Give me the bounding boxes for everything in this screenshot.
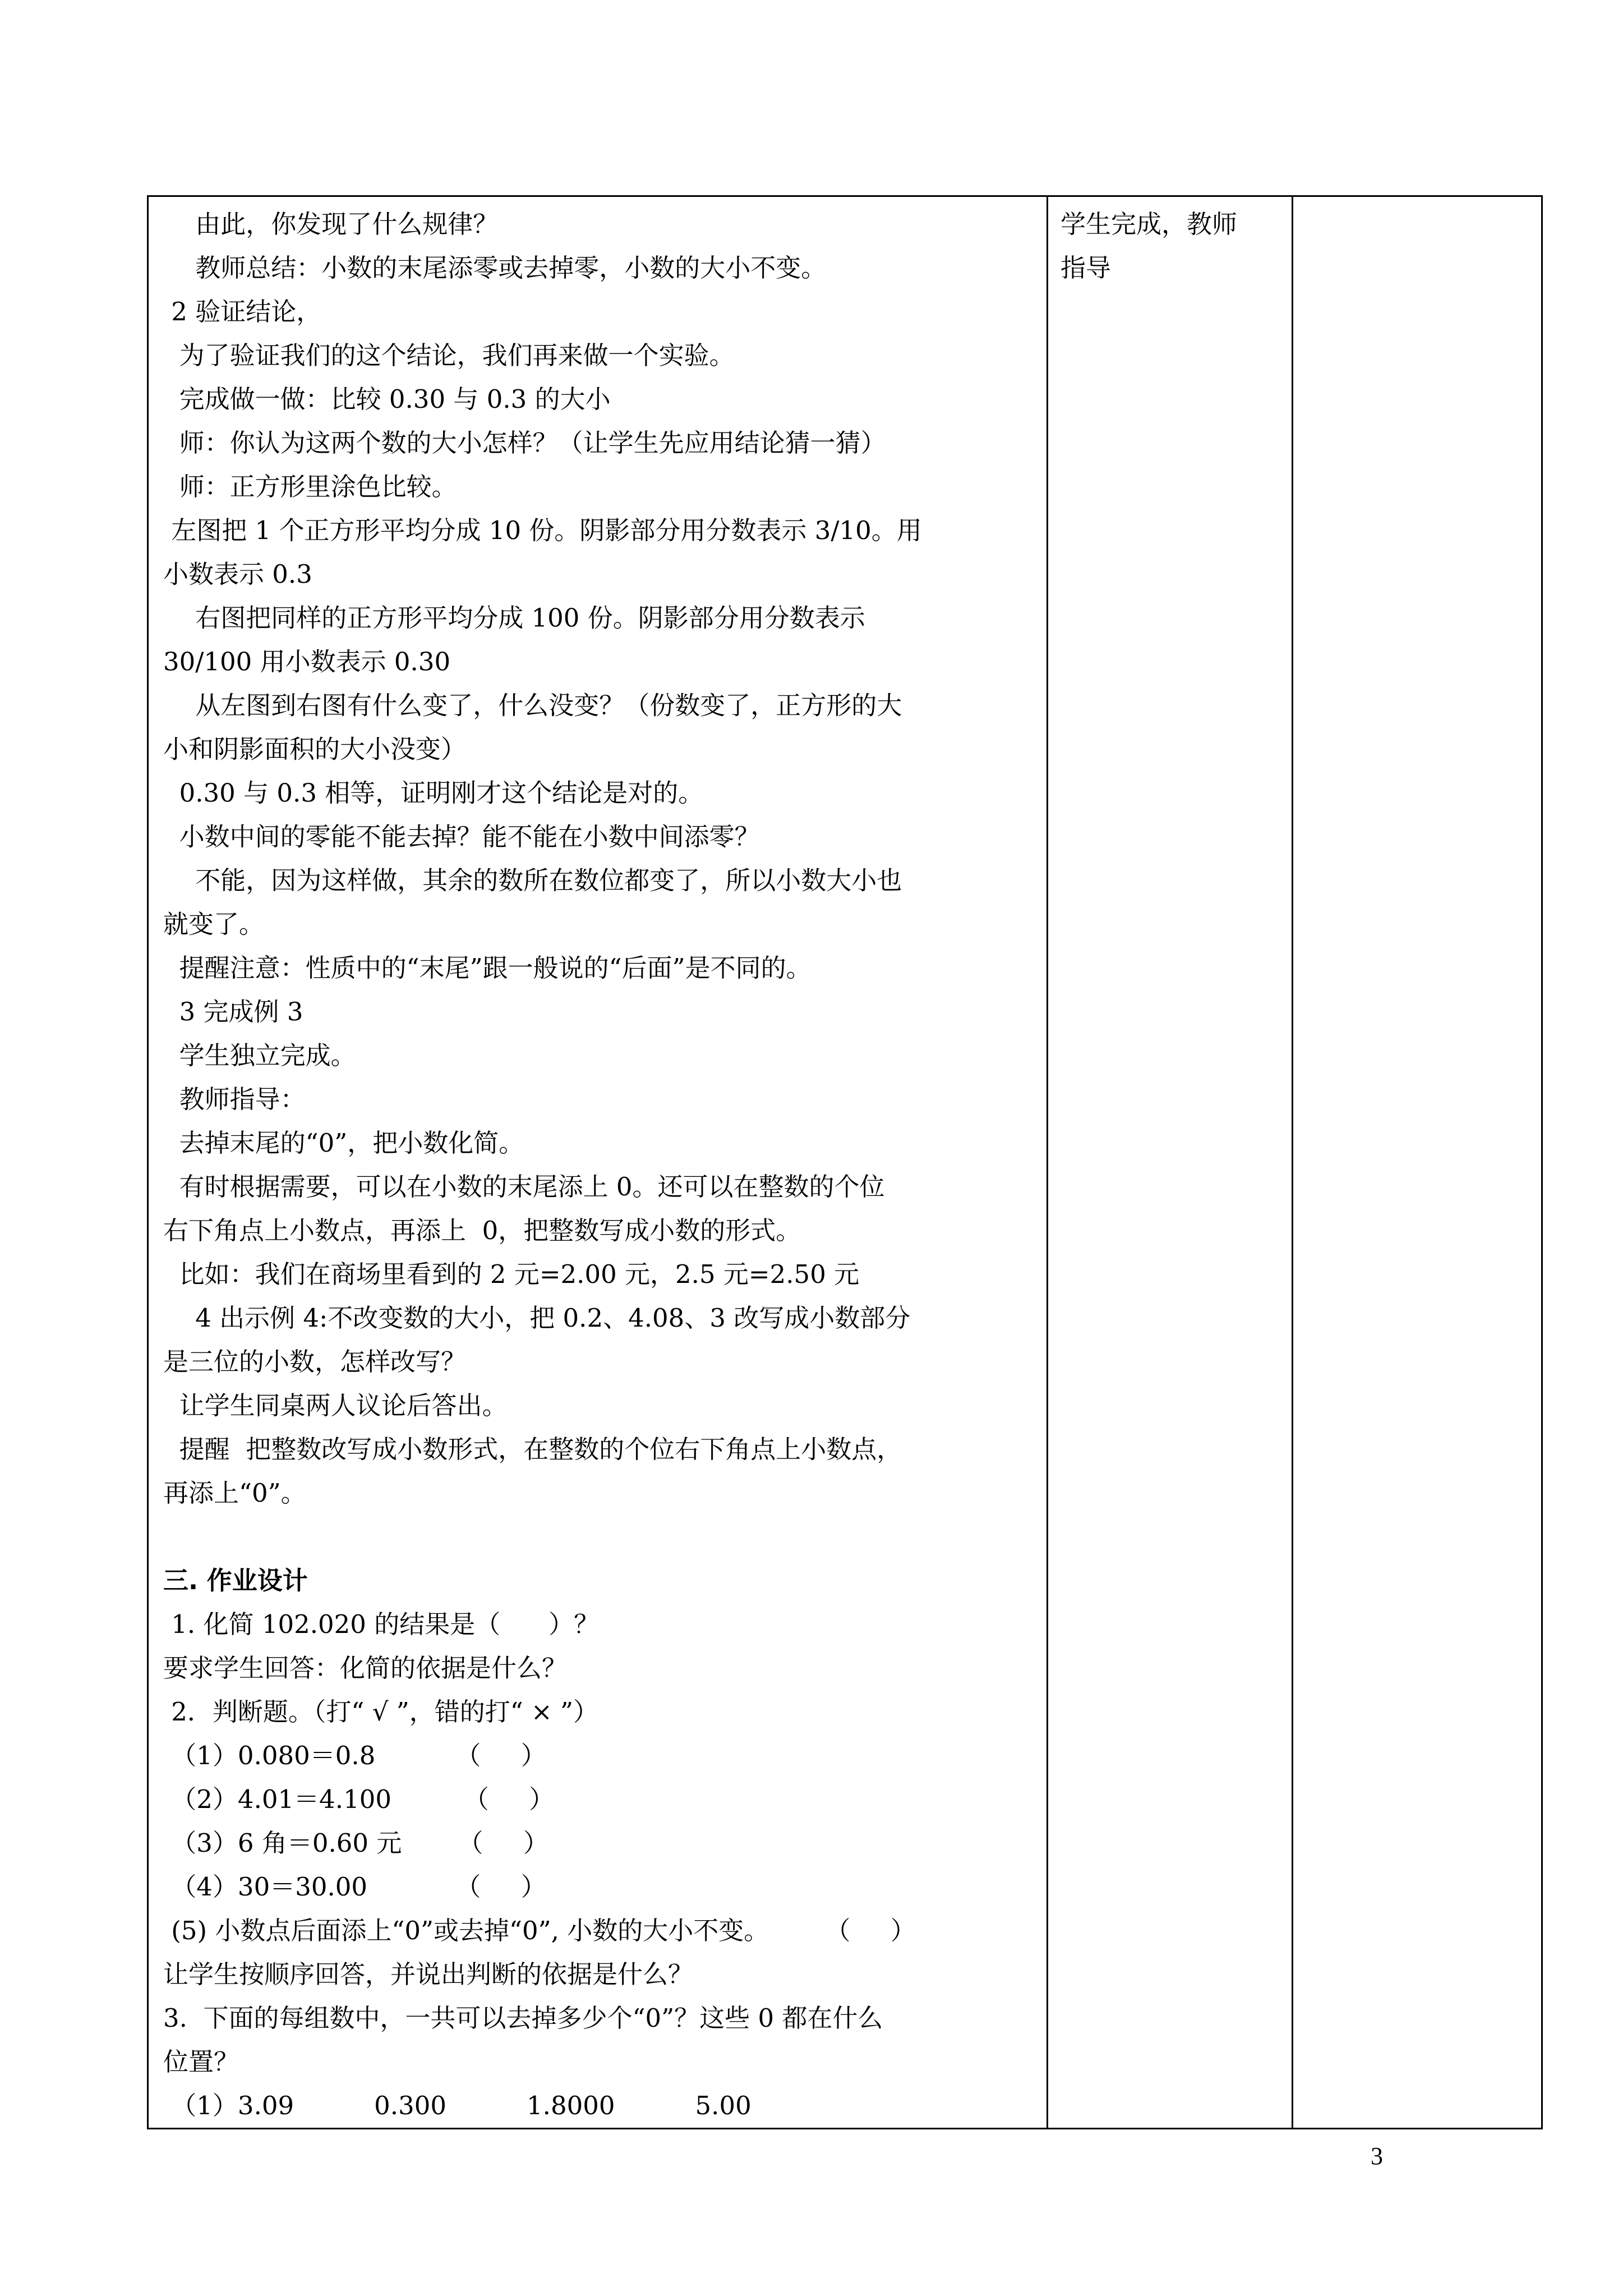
text-line: 要求学生回答：化简的依据是什么？	[163, 1653, 568, 1683]
student-note-line: 学生完成，教师	[1061, 209, 1238, 239]
text-line: 小数中间的零能不能去掉？能不能在小数中间添零？	[163, 822, 760, 852]
teaching-process-text	[163, 203, 1034, 2128]
text-line: 1. 化简 102.020 的结果是（ ）？	[163, 1609, 600, 1639]
text-line: (5) 小数点后面添上“0”或去掉“0”, 小数的大小不变。 （ ）	[163, 1916, 916, 1945]
text-line: 让学生按顺序回答，并说出判断的依据是什么？	[163, 1959, 694, 1989]
text-line: 提醒 把整数改写成小数形式，在整数的个位右下角点上小数点，	[163, 1434, 902, 1464]
text-line: （1）0.080＝0.8 （ ）	[163, 1741, 546, 1770]
text-line: 30/100 用小数表示 0.30	[163, 647, 451, 677]
text-line: 提醒注意：性质中的“末尾”跟一般说的“后面”是不同的。	[163, 953, 811, 983]
student-note-line: 指导	[1061, 253, 1112, 283]
text-line: 就变了。	[163, 909, 265, 939]
text-line: 3 完成例 3	[163, 997, 303, 1027]
text-line: 为了验证我们的这个结论，我们再来做一个实验。	[163, 341, 735, 370]
text-line: 师：你认为这两个数的大小怎样？（让学生先应用结论猜一猜）	[163, 428, 886, 458]
text-line	[163, 1515, 1034, 1559]
text-line: （4）30＝30.00 （ ）	[163, 1872, 546, 1902]
text-line: 左图把 1 个正方形平均分成 10 份。阴影部分用分数表示 3/10。用	[163, 516, 922, 545]
text-line: 4 出示例 4:不改变数的大小，把 0.2、4.08、3 改写成小数部分	[163, 1303, 911, 1333]
text-line: 让学生同桌两人议论后答出。	[163, 1391, 508, 1420]
text-line: （3）6 角＝0.60 元 （ ）	[163, 1828, 549, 1858]
page-number: 3	[1371, 2142, 1383, 2170]
text-line: （1）3.09 0.300 1.8000 5.00	[163, 2091, 751, 2120]
text-line: （2）4.01＝4.100 （ ）	[163, 1784, 555, 1814]
text-line: 去掉末尾的“0”，把小数化简。	[163, 1128, 524, 1158]
text-line: 从左图到右图有什么变了，什么没变？（份数变了，正方形的大	[163, 691, 902, 720]
lesson-table	[147, 195, 1543, 2129]
text-line: 由此，你发现了什么规律？	[163, 209, 499, 239]
text-line: 是三位的小数，怎样改写？	[163, 1347, 467, 1377]
text-line: 师：正方形里涂色比较。	[163, 472, 457, 501]
text-line: 学生独立完成。	[163, 1041, 356, 1070]
text-line: 再添上“0”。	[163, 1478, 306, 1508]
student-activity-text	[1061, 203, 1285, 290]
text-line: 2 验证结论，	[163, 297, 322, 326]
section-heading: 三. 作业设计	[163, 1566, 308, 1595]
table-row	[148, 196, 1542, 2129]
text-line: 0.30 与 0.3 相等，证明刚才这个结论是对的。	[163, 778, 704, 808]
teaching-process-cell	[148, 196, 1048, 2129]
text-line: 2．判断题。（打“ √ ”，错的打“ × ”）	[163, 1697, 599, 1727]
text-line: 小和阴影面积的大小没变）	[163, 734, 467, 764]
text-line: 有时根据需要，可以在小数的末尾添上 0。还可以在整数的个位	[163, 1172, 885, 1202]
student-activity-cell	[1048, 196, 1293, 2129]
text-line: 右下角点上小数点，再添上 0，把整数写成小数的形式。	[163, 1216, 801, 1245]
text-line: 3. 下面的每组数中，一共可以去掉多少个“0”？这些 0 都在什么	[163, 2003, 883, 2033]
text-line: 小数表示 0.3	[163, 559, 312, 589]
text-line: 比如：我们在商场里看到的 2 元=2.00 元，2.5 元=2.50 元	[163, 1259, 860, 1289]
notes-cell	[1293, 196, 1542, 2129]
text-line: 教师总结：小数的末尾添零或去掉零，小数的大小不变。	[163, 253, 827, 283]
text-line: 位置？	[163, 2047, 239, 2077]
text-line: 右图把同样的正方形平均分成 100 份。阴影部分用分数表示	[163, 603, 865, 633]
text-line: 教师指导：	[163, 1084, 306, 1114]
text-line: 完成做一做：比较 0.30 与 0.3 的大小	[163, 384, 611, 414]
text-line: 不能，因为这样做，其余的数所在数位都变了，所以小数大小也	[163, 866, 902, 895]
